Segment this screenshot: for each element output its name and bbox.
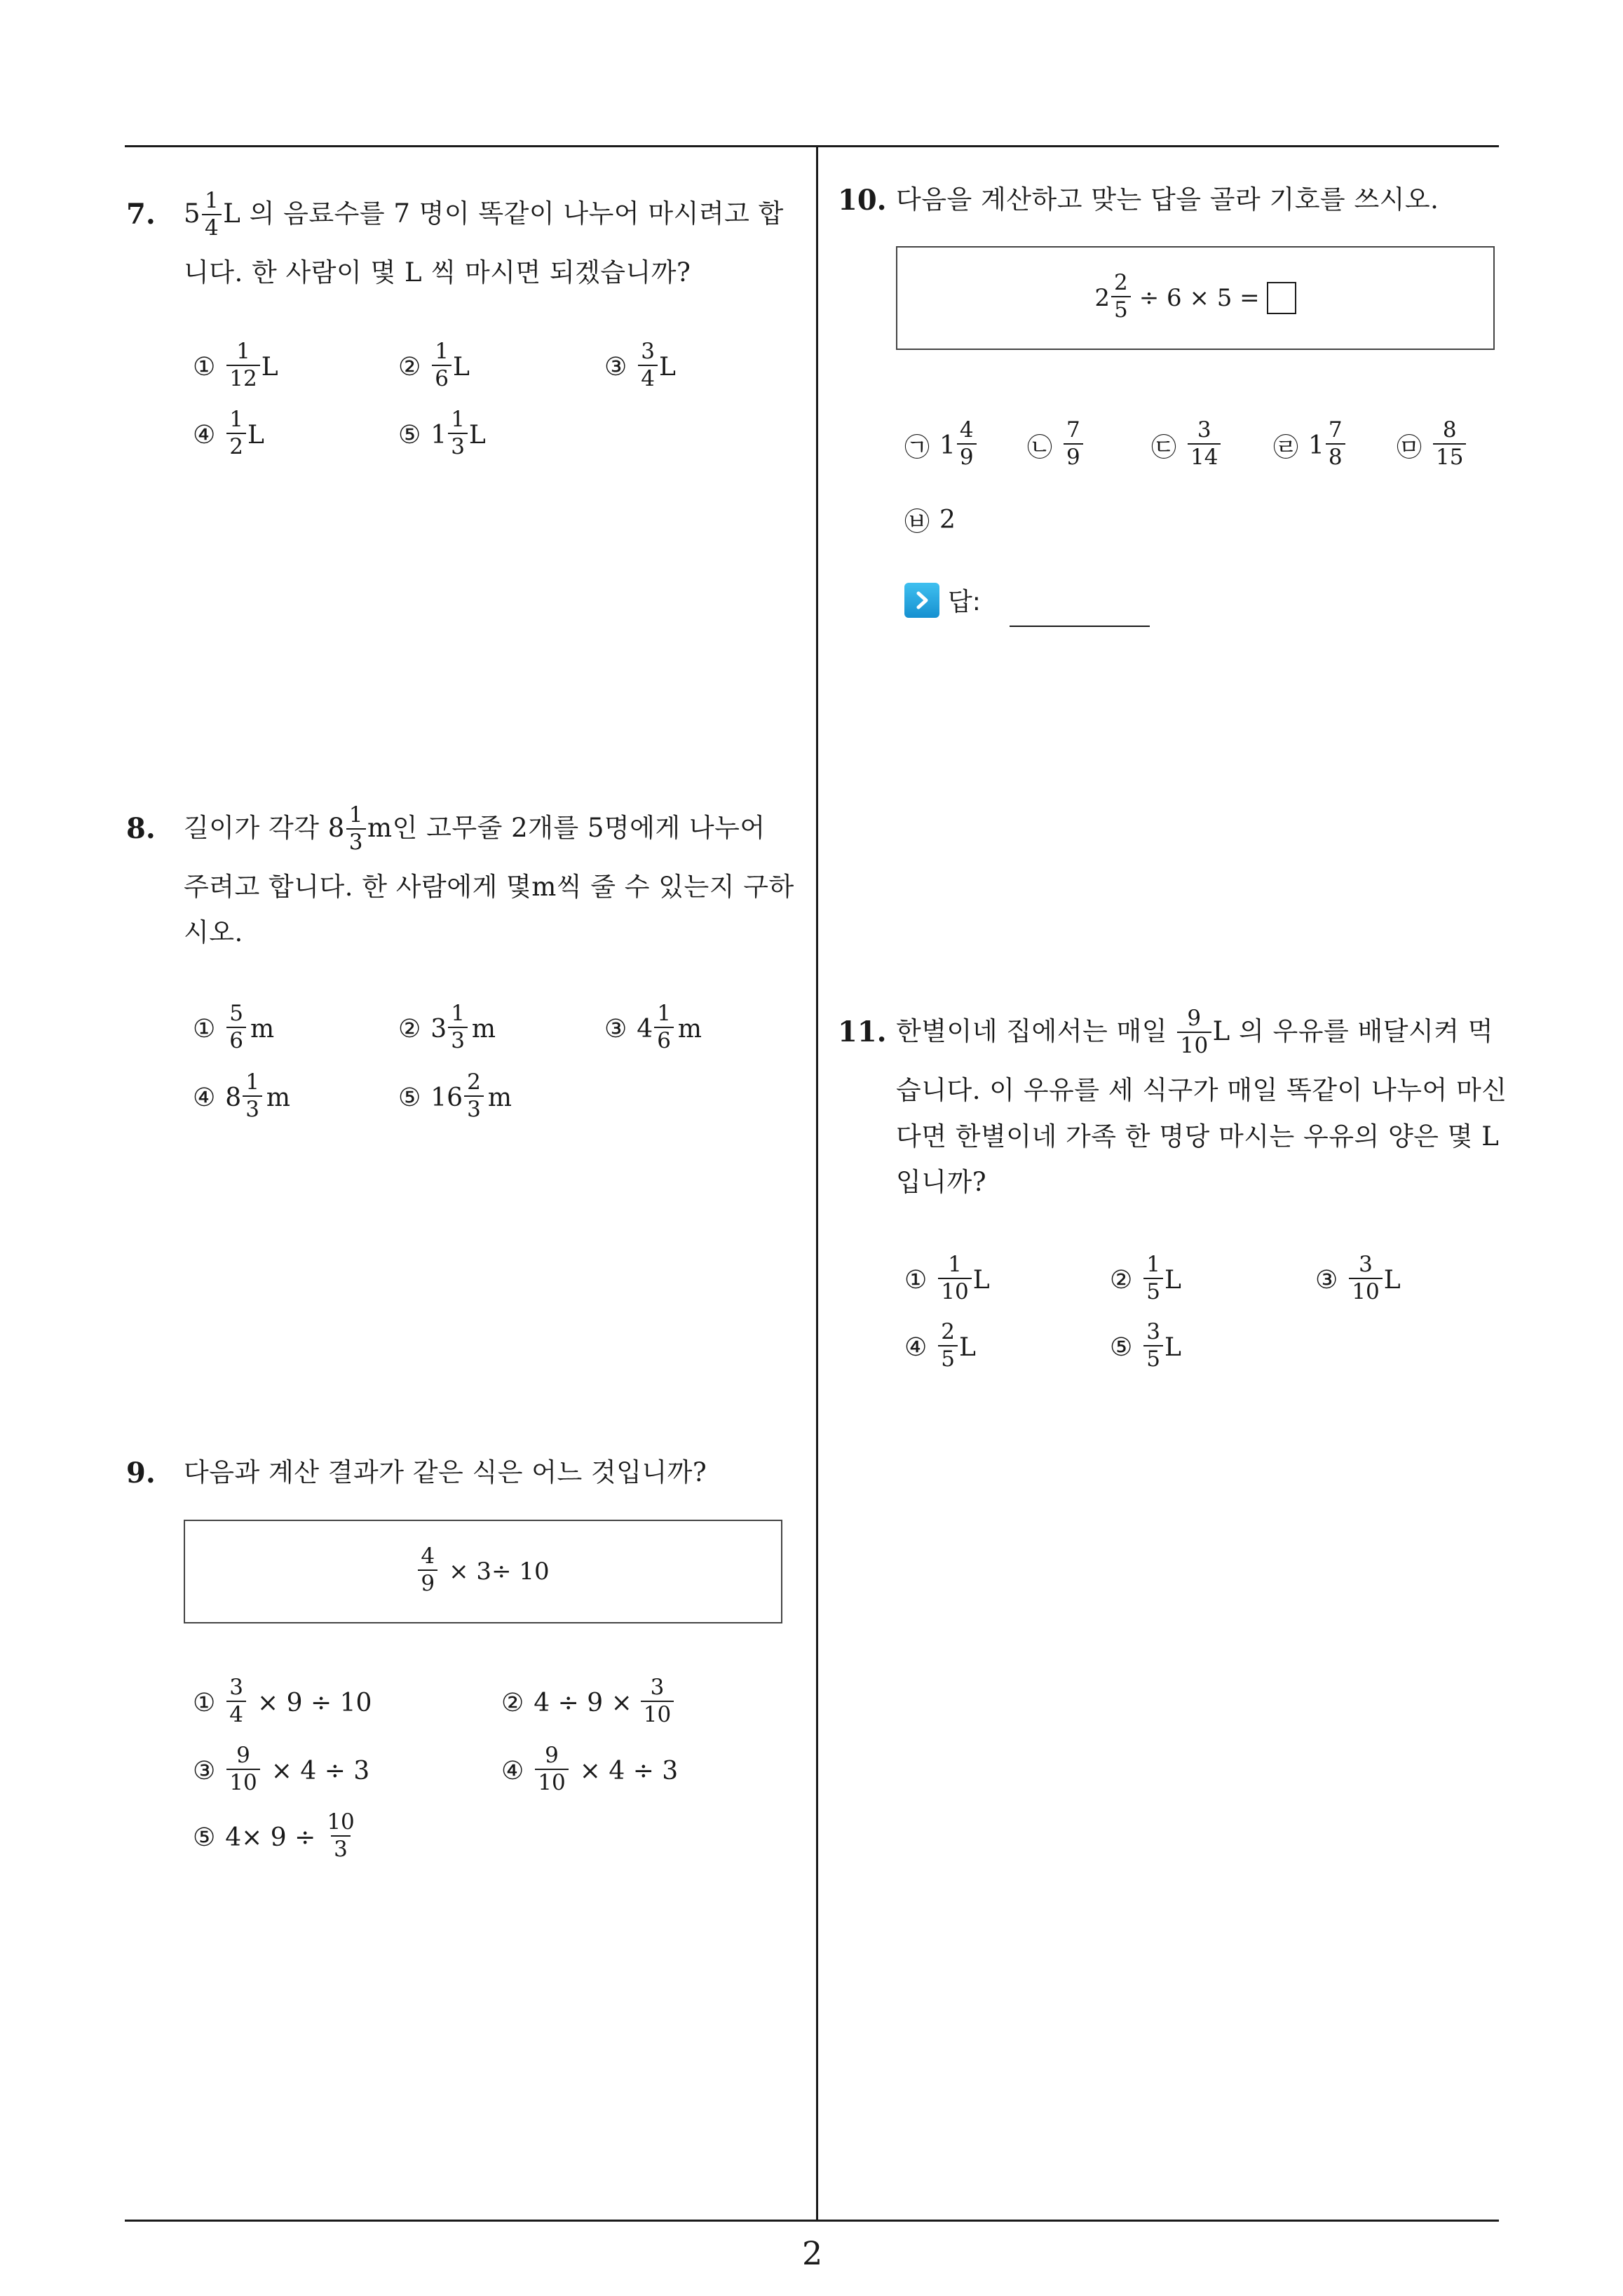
q7-option-1[interactable]: ① $\frac{1}{12}$ L [193,339,278,391]
q7-text-line1 [184,184,784,243]
q10-option-b[interactable]: ㉡ $\frac{7}{9}$ [1027,421,1085,470]
column-divider [816,145,818,2221]
page-number: 2 [802,2234,823,2272]
q8-option-3[interactable]: ③ 4 $\frac{1}{6}$ m [604,1001,702,1053]
q9-option-4[interactable]: ④ $\frac{9}{10}$ × 4 ÷ 3 [501,1743,679,1795]
chevron-right-icon [904,583,939,618]
q11-option-5[interactable]: ⑤ $\frac{3}{5}$ L [1110,1319,1181,1372]
q7-option-3[interactable]: ③ $\frac{3}{4}$ L [604,339,676,391]
q7-line1: L 의 음료수를 7 명이 똑같이 나누어 마시려고 합 [223,198,784,229]
q10-option-c[interactable]: ㉢ $\frac{3}{14}$ [1151,421,1222,470]
q11-option-3[interactable]: ③ $\frac{3}{10}$ L [1315,1252,1401,1304]
q10-option-d[interactable]: ㉣ 1 $\frac{7}{8}$ [1273,421,1347,470]
q9-option-1[interactable]: ① $\frac{3}{4}$ × 9 ÷ 10 [193,1675,372,1727]
q7-option-2[interactable]: ② $\frac{1}{6}$ L [398,339,470,391]
q11-text-line2: 습니다. 이 우유를 세 식구가 매일 똑같이 나누어 마신 [896,1075,1507,1105]
q11-text-line4: 입니까? [896,1167,987,1197]
q7-number: 7. [126,198,156,231]
q10-number: 10. [838,184,887,217]
q9-option-2[interactable]: ② 4 ÷ 9 × $\frac{3}{10}$ [501,1678,675,1727]
q7-fraction: $\frac{1}{4}$ [202,190,222,239]
q8-number: 8. [126,812,156,845]
q10-option-e[interactable]: ㉤ $\frac{8}{15}$ [1397,421,1467,470]
q8-text-line3: 시오. [184,917,243,947]
q8-option-2[interactable]: ② 3 $\frac{1}{3}$ m [398,1001,496,1053]
q11-text-line1: 한별이네 집에서는 매일 $\frac{9}{10}$ L 의 우유를 배달시켜 먹 [896,1005,1493,1058]
q10-expression-box: 2 $\frac{2}{5}$ ÷ 6 × 5 = [896,246,1495,350]
q10-answer-row [904,582,981,618]
q11-fraction: $\frac{9}{10}$ [1177,1008,1211,1057]
q8-text-line2: 주려고 합니다. 한 사람에게 몇m씩 줄 수 있는지 구하 [184,872,794,902]
q8-fraction: $\frac{1}{3}$ [346,804,366,853]
answer-blank-box [1267,282,1296,314]
q11-option-2[interactable]: ② $\frac{1}{5}$ L [1110,1252,1181,1304]
q7-text-line2: 니다. 한 사람이 몇 L 씩 마시면 되겠습니까? [184,257,691,288]
q7-option-5[interactable]: ⑤ 1 $\frac{1}{3}$ L [398,407,486,459]
bottom-rule [125,2220,1499,2222]
q10-option-a[interactable]: ㉠ 1 $\frac{4}{9}$ [904,421,978,470]
q11-option-1[interactable]: ① $\frac{1}{10}$ L [904,1252,990,1304]
q8-option-5[interactable]: ⑤ 16 $\frac{2}{3}$ m [398,1069,512,1122]
q11-number: 11. [838,1015,887,1048]
q7-option-4[interactable]: ④ $\frac{1}{2}$ L [193,407,264,459]
q11-option-4[interactable]: ④ $\frac{2}{5}$ L [904,1319,976,1372]
q9-expression-box: $\frac{4}{9}$ × 3÷ 10 [184,1520,782,1623]
q8-text-line1: 길이가 각각 8 $\frac{1}{3}$ m인 고무줄 2개를 5명에게 나누어 [184,802,766,855]
q10-text-line1: 다음을 계산하고 맞는 답을 골라 기호를 쓰시오. [896,184,1439,215]
answer-label: 답: [948,588,981,616]
q8-option-1[interactable]: ① $\frac{5}{6}$ m [193,1001,275,1053]
q8-option-4[interactable]: ④ 8 $\frac{1}{3}$ m [193,1069,291,1122]
q11-text-line3: 다면 한별이네 가족 한 명당 마시는 우유의 양은 몇 L [896,1121,1500,1152]
q10-answer-line[interactable] [1010,626,1150,627]
q9-option-5[interactable]: ⑤ 4× 9 ÷ $\frac{10}{3}$ [193,1809,355,1862]
q9-text-line1: 다음과 계산 결과가 같은 식은 어느 것입니까? [184,1457,707,1487]
top-rule [125,145,1499,147]
q7-whole: 5 [184,198,201,229]
q9-option-3[interactable]: ③ $\frac{9}{10}$ × 4 ÷ 3 [193,1743,370,1795]
q10-option-f[interactable]: ㉥ 2 [904,506,956,536]
q9-number: 9. [126,1457,156,1490]
